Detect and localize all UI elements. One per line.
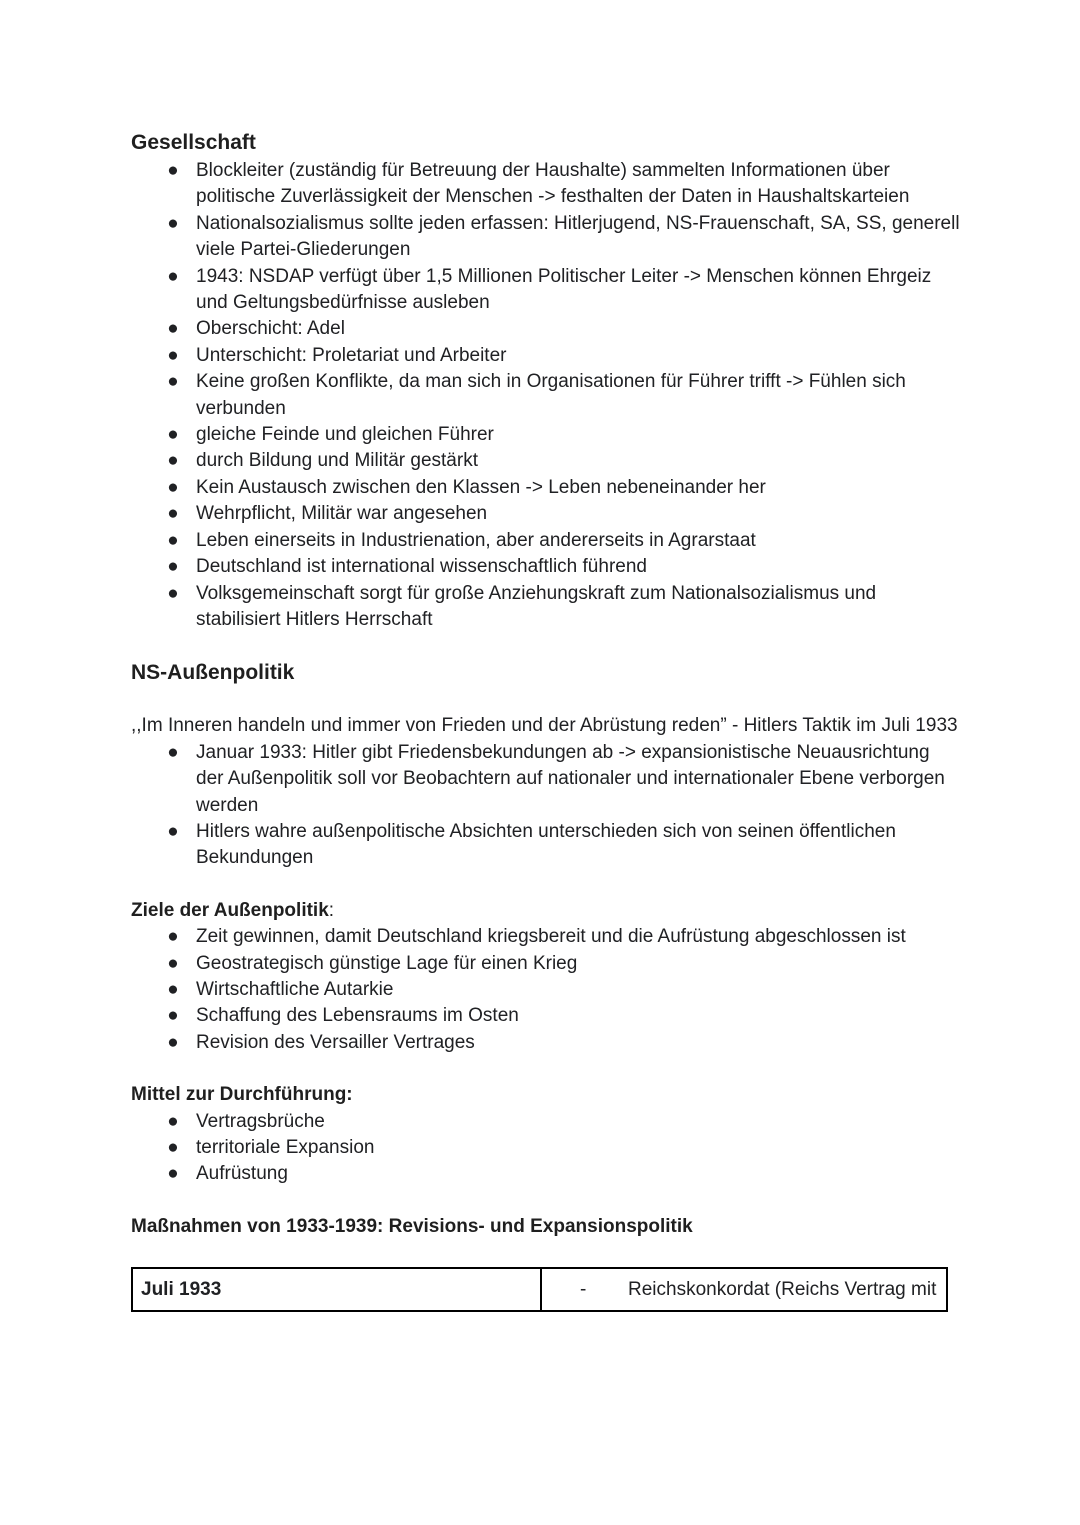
subheading-goals-colon: : (328, 899, 335, 921)
goals-list (131, 924, 961, 1056)
list-item (131, 951, 961, 977)
hitler-quote: ,,Im Inneren handeln und immer von Frieden und der Abrüstung reden” - Hitlers Taktik im Juli 1933 (131, 715, 958, 737)
list-item-text: Keine großen Konflikte, da man sich in Organisationen für Führer trifft -> Fühlen sich verbunden (196, 371, 906, 419)
list-item-text: Deutschland ist international wissenschaftlich führend (196, 556, 647, 578)
list-item (131, 475, 961, 501)
bullet-icon: ● (167, 212, 179, 234)
table-row (132, 1268, 947, 1311)
list-item-text: Nationalsozialismus sollte jeden erfassen: Hitlerjugend, NS-Frauenschaft, SA, SS, generell viele Partei-Gliederungen (196, 212, 960, 261)
list-item (131, 1109, 961, 1135)
society-list (131, 158, 961, 633)
list-item-text: Unterschicht: Proletariat und Arbeiter (196, 344, 507, 366)
list-item-text: Zeit gewinnen, damit Deutschland kriegsbereit und die Aufrüstung abgeschlossen ist (196, 926, 906, 948)
bullet-icon: ● (167, 1163, 179, 1185)
list-item (131, 1030, 961, 1056)
bullet-icon: ● (167, 1110, 179, 1132)
list-item-text: durch Bildung und Militär gestärkt (196, 450, 478, 472)
list-item (131, 1003, 961, 1029)
bullet-icon: ● (167, 1031, 179, 1053)
bullet-icon: ● (167, 371, 179, 393)
bullet-icon: ● (167, 318, 179, 340)
list-item (131, 158, 961, 211)
bullet-icon: ● (167, 476, 179, 498)
list-item (131, 581, 961, 634)
list-item (131, 740, 961, 819)
table-cell-date: Juli 1933 (132, 1268, 541, 1311)
document-page (131, 128, 961, 1312)
list-item-text: Kein Austausch zwischen den Klassen -> Leben nebeneinander her (196, 476, 766, 498)
subheading-means: Mittel zur Durchführung: (131, 1084, 353, 1106)
subheading-goals (131, 898, 961, 924)
bullet-icon: ● (167, 265, 179, 287)
section-title-foreign-policy: NS-Außenpolitik (131, 661, 295, 685)
list-item-text: gleiche Feinde und gleichen Führer (196, 424, 494, 446)
list-item (131, 528, 961, 554)
list-item-text: Schaffung des Lebensraums im Osten (196, 1005, 519, 1027)
list-item (131, 819, 961, 872)
list-item-text: Blockleiter (zuständig für Betreuung der Haushalte) sammelten Informationen über politische Zuverlässigkeit der Menschen -> festhalten der Daten in Haushaltskarteien (196, 160, 910, 208)
list-item (131, 924, 961, 950)
list-item-text: Aufrüstung (196, 1163, 288, 1185)
list-item (131, 1135, 961, 1161)
bullet-icon: ● (167, 160, 179, 181)
bullet-icon: ● (167, 529, 179, 551)
list-item-text: Wirtschaftliche Autarkie (196, 978, 394, 1000)
list-item (131, 977, 961, 1003)
subheading-goals-text: Ziele der Außenpolitik (131, 899, 329, 921)
bullet-icon: ● (167, 556, 179, 578)
table-cell-description (541, 1268, 947, 1311)
list-item-text: 1943: NSDAP verfügt über 1,5 Millionen Politischer Leiter -> Menschen können Ehrgeiz und Geltungsbedürfnisse ausleben (196, 265, 932, 314)
quote-block (131, 713, 961, 739)
list-item-text: Volksgemeinschaft sorgt für große Anziehungskraft zum Nationalsozialismus und stabilisiert Hitlers Herrschaft (196, 582, 877, 630)
bullet-icon: ● (167, 450, 179, 472)
list-item-text: Hitlers wahre außenpolitische Absichten unterschieden sich von seinen öffentlichen Bekundungen (196, 820, 896, 869)
list-item (131, 343, 961, 369)
bullet-icon: ● (167, 1005, 179, 1027)
foreign-policy-list (131, 740, 961, 872)
bullet-icon: ● (167, 424, 179, 446)
bullet-icon: ● (167, 820, 179, 842)
list-item-text: Vertragsbrüche (196, 1110, 325, 1132)
list-item-text: Januar 1933: Hitler gibt Friedensbekundungen ab -> expansionistische Neuausrichtung der Außenpolitik soll vor Beobachtern auf nationaler und internationaler Ebene verborgen werden (196, 741, 945, 816)
bullet-icon: ● (167, 978, 179, 1000)
list-item (131, 448, 961, 474)
bullet-icon: ● (167, 952, 179, 974)
list-item (131, 422, 961, 448)
section-title-society: Gesellschaft (131, 131, 256, 154)
dash-marker: - (580, 1278, 587, 1300)
list-item (131, 554, 961, 580)
bullet-icon: ● (167, 741, 179, 763)
bullet-icon: ● (167, 582, 179, 604)
bullet-icon: ● (167, 344, 179, 366)
list-item (131, 316, 961, 342)
list-item (131, 1161, 961, 1187)
bullet-icon: ● (167, 1137, 179, 1158)
means-list (131, 1109, 961, 1188)
list-item (131, 369, 961, 422)
subheading-measures: Maßnahmen von 1933-1939: Revisions- und Expansionspolitik (131, 1215, 693, 1237)
bullet-icon: ● (167, 503, 179, 525)
list-item (131, 501, 961, 527)
list-item (131, 264, 961, 317)
measures-table (131, 1267, 948, 1312)
list-item-text: Geostrategisch günstige Lage für einen Krieg (196, 952, 578, 974)
list-item-text: Leben einerseits in Industrienation, aber andererseits in Agrarstaat (196, 529, 756, 551)
list-item (131, 211, 961, 264)
list-item-text: territoriale Expansion (196, 1137, 375, 1158)
table-cell-text: Reichskonkordat (Reichs Vertrag mit (628, 1278, 937, 1300)
list-item-text: Revision des Versailler Vertrages (196, 1031, 475, 1053)
list-item-text: Wehrpflicht, Militär war angesehen (196, 503, 488, 525)
list-item-text: Oberschicht: Adel (196, 318, 345, 340)
bullet-icon: ● (167, 926, 179, 948)
